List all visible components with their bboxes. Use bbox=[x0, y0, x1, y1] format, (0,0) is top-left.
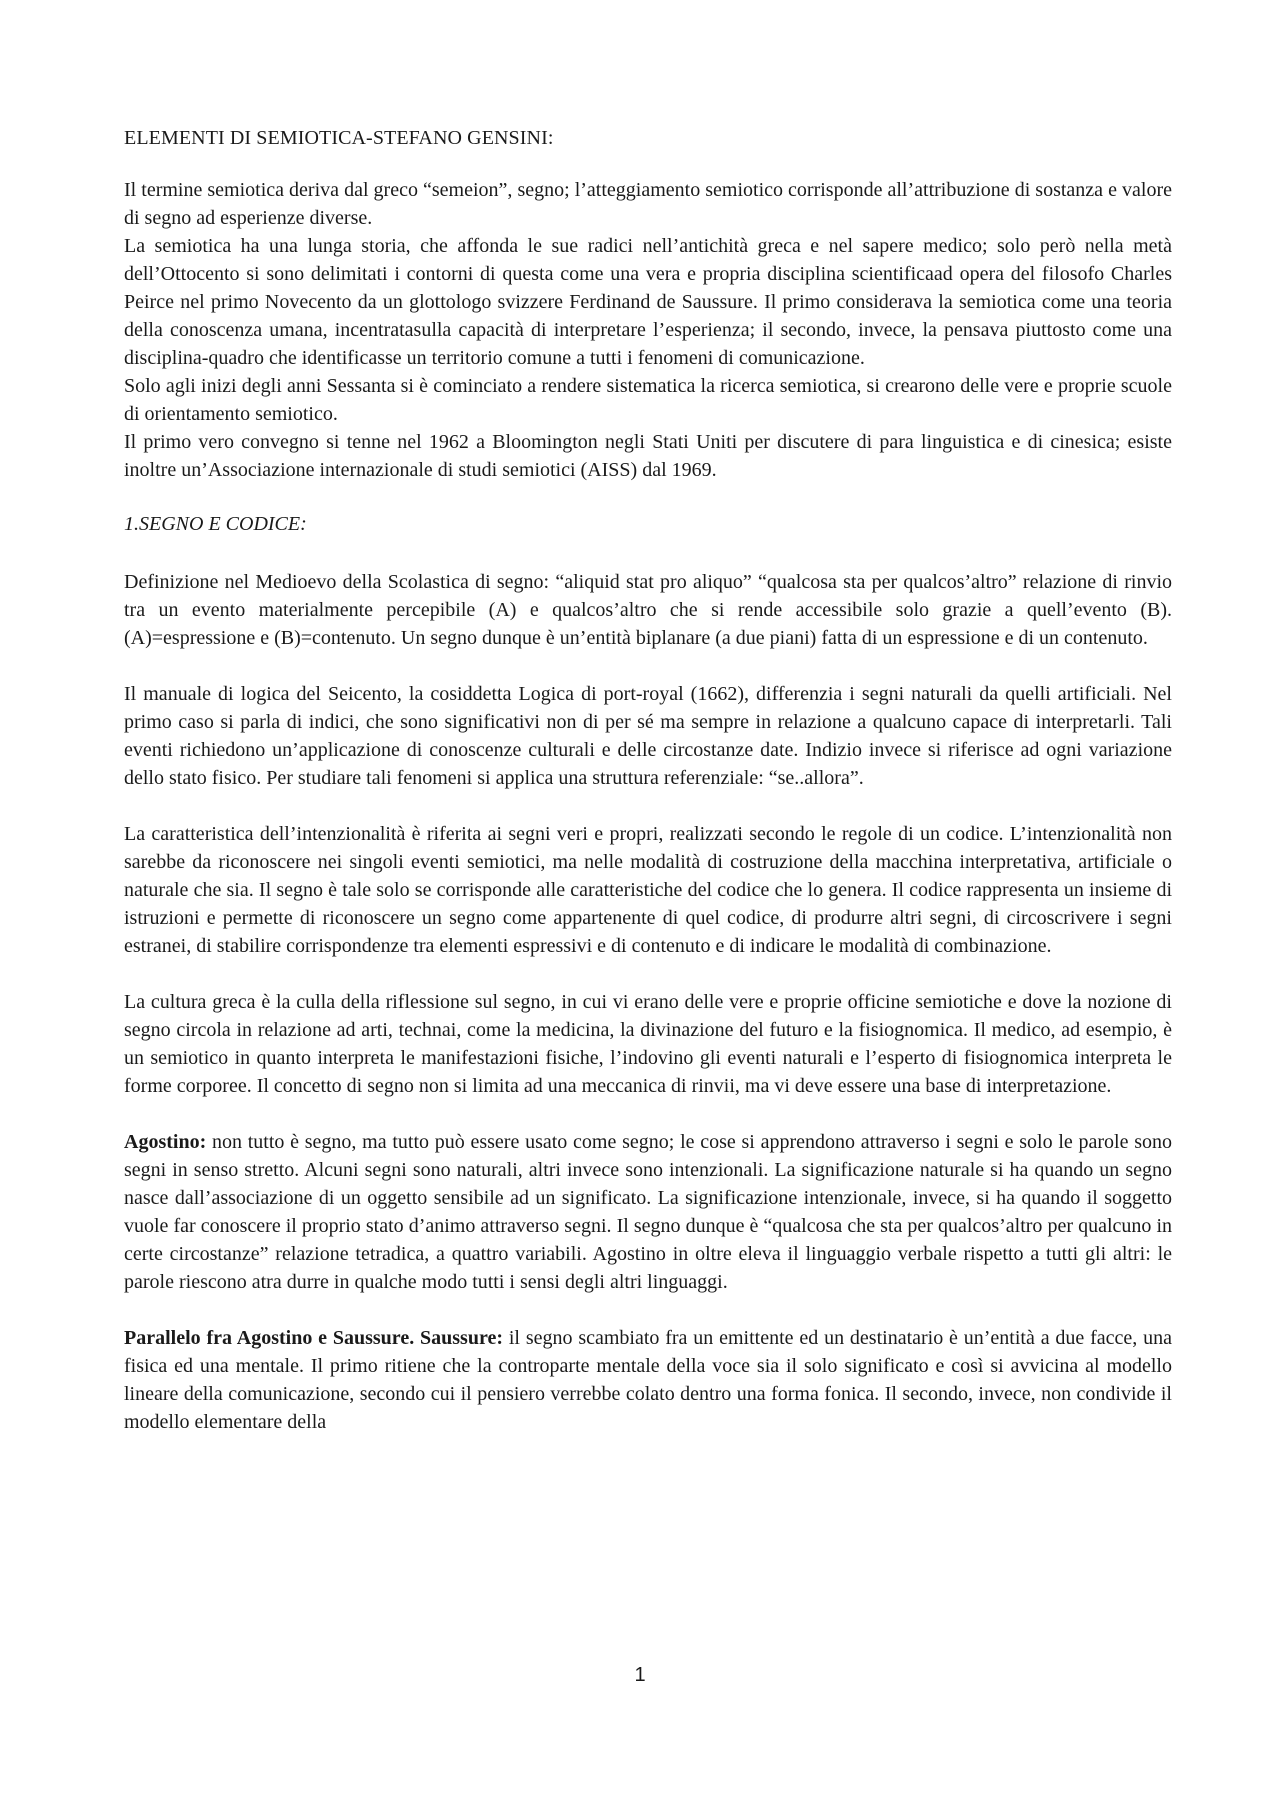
document-title: ELEMENTI DI SEMIOTICA-STEFANO GENSINI: bbox=[124, 127, 554, 149]
intro-paragraph-4: Il primo vero convegno si tenne nel 1962 a Bloomington negli Stati Uniti per discutere di para linguistica e di cinesica; esiste inoltre un’Associazione internazionale di studi semiotici (AISS) dal 1969. bbox=[124, 431, 1172, 481]
section-paragraph-definizione: Definizione nel Medioevo della Scolastica di segno: “aliquid stat pro aliquo” “qualcosa sta per qualcos’altro” relazione di rinvio tra un evento materialmente percepibile (A) e qualcos’altro che si rende accessibile solo grazie a quell’evento (B). (A)=espressione e (B)=contenuto. Un segno dunque è un’entità biplanare (a due piani) fatta di un espressione e di un contenuto. bbox=[124, 571, 1172, 649]
intro-paragraph-3: Solo agli inizi degli anni Sessanta si è cominciato a rendere sistematica la ricerca semiotica, si crearono delle vere e proprie scuole di orientamento semiotico. bbox=[124, 375, 1172, 425]
intro-paragraph-2: La semiotica ha una lunga storia, che affonda le sue radici nell’antichità greca e nel sapere medico; solo però nella metà dell’Ottocento si sono delimitati i contorni di questa come una vera e propria disciplina scientificaad opera del filosofo Charles Peirce nel primo Novecento da un glottologo svizzere Ferdinand de Saussure. Il primo considerava la semiotica come una teoria della conoscenza umana, incentratasulla capacità di interpretare l’esperienza; il secondo, invece, la pensava piuttosto come una disciplina-quadro che identificasse un territorio comune a tutti i fenomeni di comunicazione. bbox=[124, 235, 1172, 369]
section-paragraph-port-royal: Il manuale di logica del Seicento, la cosiddetta Logica di port-royal (1662), differenzia i segni naturali da quelli artificiali. Nel primo caso si parla di indici, che sono significativi non di per sé ma sempre in relazione a qualcuno capace di interpretarli. Tali eventi richiedono un’applicazione di conoscenze culturali e delle circostanze date. Indizio invece si riferisce ad ogni variazione dello stato fisico. Per studiare tali fenomeni si applica una struttura referenziale: “se..allora”. bbox=[124, 683, 1172, 789]
section-paragraph-intenzionalita: La caratteristica dell’intenzionalità è riferita ai segni veri e propri, realizzati secondo le regole di un codice. L’intenzionalità non sarebbe da riconoscere nei singoli eventi semiotici, ma nelle modalità di costruzione della macchina interpretativa, artificiale o naturale che sia. Il segno è tale solo se corrisponde alle caratteristiche del codice che lo genera. Il codice rappresenta un insieme di istruzioni e permette di riconoscere un segno come appartenente di quel codice, di produrre altri segni, di circoscrivere i segni estranei, di stabilire corrispondenze tra elementi espressivi e di contenuto e di indicare le modalità di combinazione. bbox=[124, 823, 1172, 957]
page-number: 1 bbox=[634, 1664, 646, 1686]
saussure-label: Parallelo fra Agostino e Saussure. Saussure: bbox=[124, 1327, 504, 1349]
saussure-text: il segno scambiato fra un emittente ed un destinatario è un’entità a due facce, una fisica ed una mentale. Il primo ritiene che la controparte mentale della voce sia il solo significato e così si avvicina al modello lineare della comunicazione, secondo cui il pensiero verrebbe colato dentro una forma fonica. Il secondo, invece, non condivide il modello elementare della bbox=[124, 1327, 1172, 1433]
section-heading-segno-e-codice: 1.SEGNO E CODICE: bbox=[124, 513, 307, 535]
section-paragraph-saussure bbox=[124, 1324, 1172, 1436]
agostino-label: Agostino: bbox=[124, 1131, 207, 1153]
agostino-text: non tutto è segno, ma tutto può essere usato come segno; le cose si apprendono attraverso i segni e solo le parole sono segni in senso stretto. Alcuni segni sono naturali, altri invece sono intenzionali. La significazione naturale si ha quando un segno nasce dall’associazione di un oggetto sensibile ad un significato. La significazione intenzionale, invece, si ha quando il soggetto vuole far conoscere il proprio stato d’animo attraverso segni. Il segno dunque è “qualcosa che sta per qualcos’altro per qualcuno in certe circostanze” relazione tetradica, a quattro variabili. Agostino in oltre eleva il linguaggio verbale rispetto a tutti gli altri: le parole riescono atra durre in qualche modo tutti i sensi degli altri linguaggi. bbox=[124, 1131, 1172, 1293]
section-paragraph-cultura-greca: La cultura greca è la culla della riflessione sul segno, in cui vi erano delle vere e proprie officine semiotiche e dove la nozione di segno circola in relazione ad arti, technai, come la medicina, la divinazione del futuro e la fisiognomica. Il medico, ad esempio, è un semiotico in quanto interpreta le manifestazioni fisiche, l’indovino gli eventi naturali e l’esperto di fisiognomica interpreta le forme corporee. Il concetto di segno non si limita ad una meccanica di rinvii, ma vi deve essere una base di interpretazione. bbox=[124, 991, 1172, 1097]
document-page bbox=[124, 124, 1172, 1436]
intro-paragraph-1: Il termine semiotica deriva dal greco “semeion”, segno; l’atteggiamento semiotico corrisponde all’attribuzione di sostanza e valore di segno ad esperienze diverse. bbox=[124, 179, 1172, 229]
section-paragraph-agostino bbox=[124, 1128, 1172, 1296]
